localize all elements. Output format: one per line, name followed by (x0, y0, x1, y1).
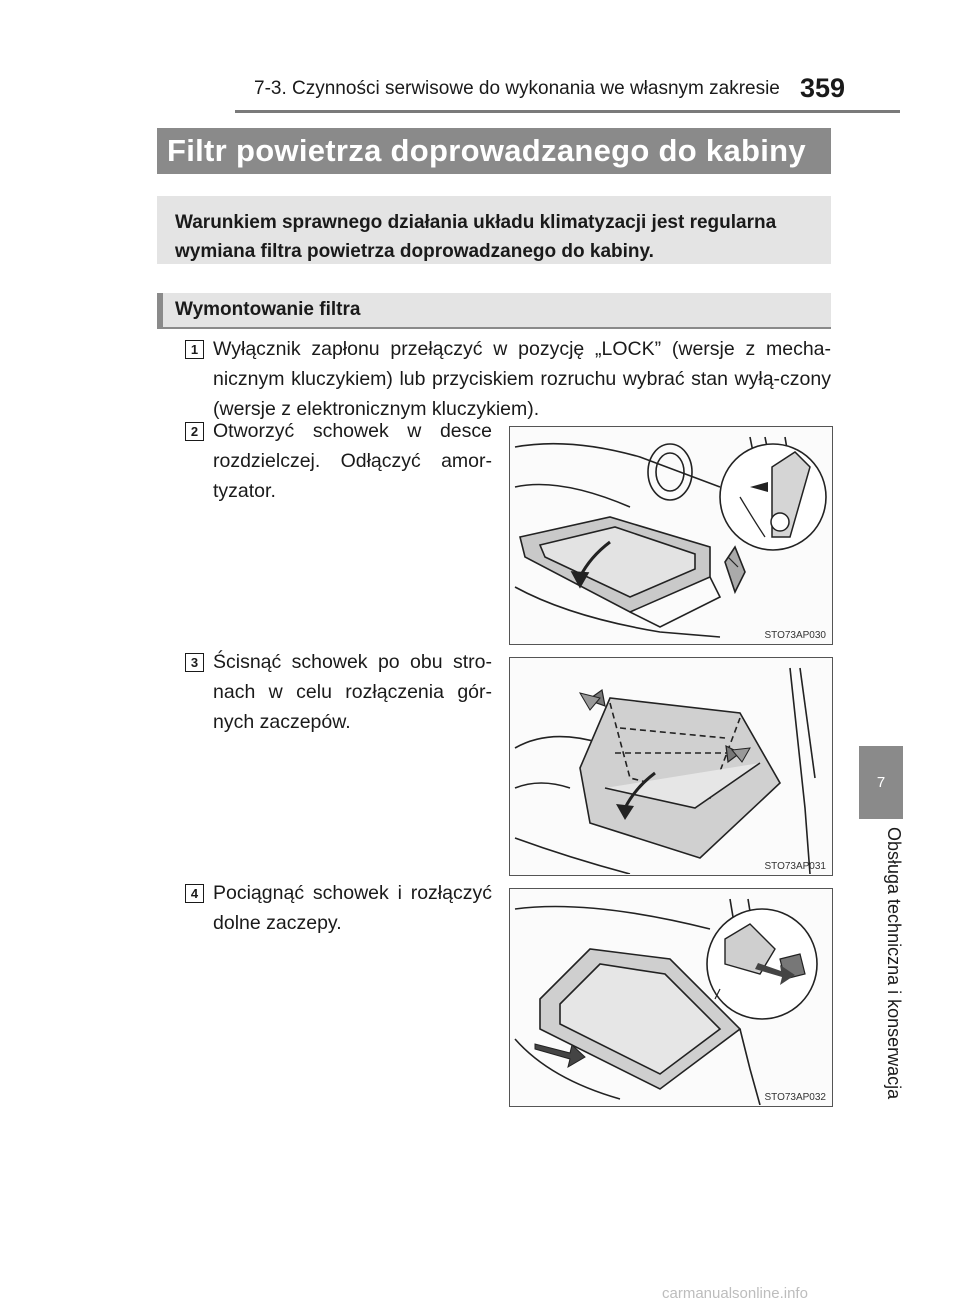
figure-glovebox-pull (509, 888, 833, 1107)
page-number: 359 (800, 73, 846, 103)
header-divider (235, 110, 900, 113)
glovebox-pull-illustration (510, 889, 831, 1105)
step-number-4: 4 (185, 884, 204, 903)
chapter-tab[interactable]: 7 (859, 746, 903, 819)
chapter-label: Obsługa techniczna i konserwacja (884, 827, 904, 1100)
step-text-3: Ścisnąć schowek po obu stro-nach w celu rozłączenia gór-nych zaczepów. (213, 651, 492, 733)
figure-glovebox-squeeze (509, 657, 833, 876)
figure-code-031: STO73AP031 (764, 861, 826, 872)
header-section-title: 7-3. Czynności serwisowe do wykonania we własnym zakresie (254, 78, 780, 99)
watermark: carmanualsonline.info (662, 1285, 808, 1302)
intro-box: Warunkiem sprawnego działania układu klimatyzacji jest regularna wymiana filtra powietrza doprowadzanego do kabiny. (157, 196, 831, 264)
step-number-3: 3 (185, 653, 204, 672)
figure-glovebox-open (509, 426, 833, 645)
figure-code-030: STO73AP030 (764, 630, 826, 641)
subheading: Wymontowanie filtra (157, 293, 831, 329)
step-text-4: Pociągnąć schowek i rozłączyć dolne zaczepy. (213, 882, 492, 934)
glovebox-open-illustration (510, 427, 831, 643)
glovebox-squeeze-illustration (510, 658, 831, 874)
step-number-2: 2 (185, 422, 204, 441)
step-text-2: Otworzyć schowek w desce rozdzielczej. Odłączyć amor-tyzator. (213, 420, 492, 502)
page-title-bar (157, 128, 831, 174)
step-number-1: 1 (185, 340, 204, 359)
page-title: Filtr powietrza doprowadzanego do kabiny (167, 133, 806, 168)
step-text-1: Wyłącznik zapłonu przełączyć w pozycję „LOCK” (wersje z mecha-nicznym kluczykiem) lub przyciskiem rozruchu wybrać stan wyłą-czony (wersje z elektronicznym kluczykiem). (213, 338, 831, 420)
figure-code-032: STO73AP032 (764, 1092, 826, 1103)
